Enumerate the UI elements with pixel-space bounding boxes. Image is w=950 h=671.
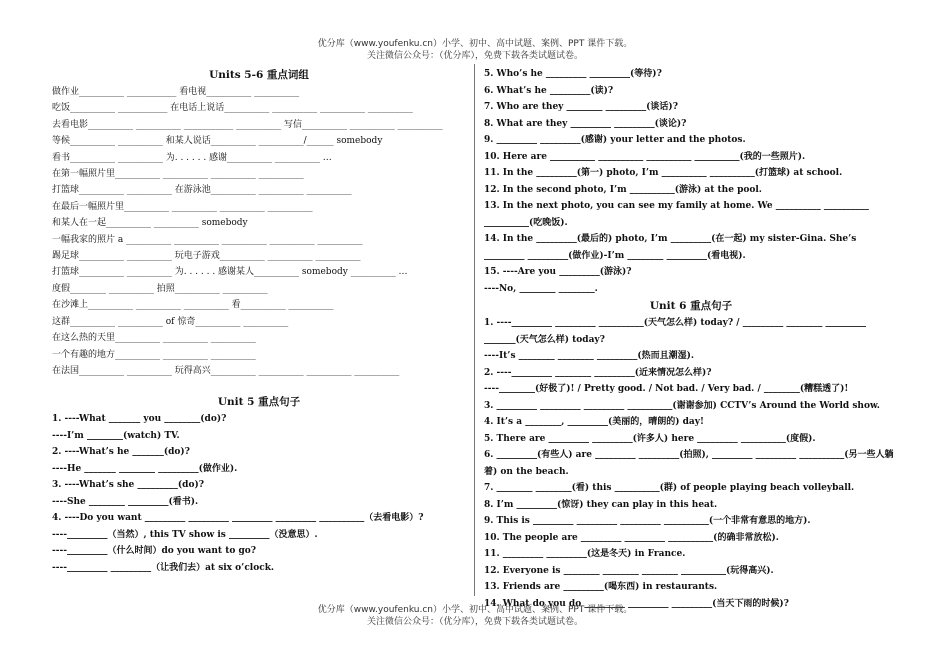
right-column <box>484 66 898 612</box>
sentence-line: 8. I’m _________(惊讶) they can play in this heat. <box>484 499 718 510</box>
vocab-line: 打篮球__________ __________ 为. . . . . . 感谢某人__________ somebody __________ … <box>52 267 408 278</box>
vocab-line: 一个有趣的地方__________ __________ __________ <box>52 349 256 360</box>
unit5-sentences <box>52 411 466 576</box>
sentence-line: ----It’s ________ ________ _________(热而且潮湿). <box>484 351 695 361</box>
vocab-list <box>52 84 466 379</box>
sentence-line: 2. ----_________ ________ _________(近来情况怎么样)? <box>484 367 712 378</box>
vocab-line: 和某人在一起__________ __________ somebody <box>52 218 248 229</box>
sentence-line: ----________(好极了)! / Pretty good. / Not bad. / Very bad. / ________(糟糕透了)! <box>484 384 849 394</box>
vocab-line: 在法国__________ __________ 玩得高兴__________ __________ __________ __________ <box>52 365 400 376</box>
sentence-line: 10. The people are _________ _________ __________(的确非常放松). <box>484 532 779 543</box>
sentence-line: ----_________ _________（让我们去）at six o’clock. <box>52 562 275 573</box>
vocab-title: Units 5-6 重点词组 <box>209 69 309 81</box>
sentence-line: 5. There are _________ _________(许多人) here _________ __________(度假). <box>484 433 816 444</box>
sentence-line: 13. Friends are _________(喝东西) in restaurants. <box>484 582 718 592</box>
sentence-line: 15. ----Are you _________(游泳)? <box>484 267 632 277</box>
vocab-line: 吃饭__________ ___________ 在电话上说话__________ __________ __________ __________ <box>52 103 413 114</box>
header-line-2: 关注微信公众号：（优分库），免费下载各类试题试卷。 <box>366 51 583 61</box>
sentence-line: 13. In the next photo, you can see my family at home. We __________ __________ __________(吃晚饭). <box>484 201 869 228</box>
sentence-line: 7. Who are they ________ _________(谈话)? <box>484 102 678 112</box>
unit6-title: Unit 6 重点句子 <box>649 300 733 312</box>
vocab-line: 这群__________ __________ of 惊奇__________ __________ <box>52 316 289 327</box>
sentence-line: 11. _________ _________(这是冬天) in France. <box>484 549 686 559</box>
sentence-line: 6. _________(有些人) are _________ _________(拍照), _________ _________ __________(另一些人躺着) on the beach. <box>484 450 894 477</box>
sentence-line: 2. ----What’s he _______(do)? <box>52 447 190 458</box>
sentence-line: 12. Everyone is ________ ________ ________ __________(玩得高兴). <box>484 565 774 576</box>
sentence-line: ----I’m ________(watch) TV. <box>52 430 180 441</box>
sentence-line: 3. _________ _________ _________ __________(谢谢参加) CCTV’s Around the World show. <box>484 400 880 411</box>
vocab-line: 度假________ __________ 拍照__________ __________ <box>52 283 268 294</box>
sentence-line: 9. _________ _________(感谢) your letter and the photos. <box>484 135 746 145</box>
unit6-sentences <box>484 315 898 612</box>
footer-line-2: 关注微信公众号：（优分库），免费下载各类试题试卷。 <box>366 617 583 627</box>
sentence-line: 4. It’s a ________, _________(美丽的，晴朗的) day! <box>484 417 704 427</box>
sentence-line: 5. Who’s he _________ _________(等待)? <box>484 69 662 79</box>
vocab-line: 等候__________ __________ 和某人说话__________ __________/______ somebody <box>52 136 383 147</box>
sentence-line: ----He _______ ________ _________(做作业). <box>52 463 238 474</box>
page-footer <box>0 604 950 628</box>
vocab-line: 在沙滩上__________ __________ __________ 看__________ __________ <box>52 300 334 311</box>
sentence-line: 12. In the second photo, I’m __________(游泳) at the pool. <box>484 184 762 195</box>
sentence-line: ----She ________ _________(看书). <box>52 496 199 507</box>
sentence-line: 1. ----_________ _________ __________(天气怎么样) today? / _________ ________ _________ _______(天气怎么样) today? <box>484 318 866 345</box>
sentence-line: ----No, ________ ________. <box>484 283 598 294</box>
sentence-line: 6. What’s he _________(读)? <box>484 85 614 96</box>
sentence-line: 1. ----What _______ you ________(do)? <box>52 414 227 425</box>
sentence-line: 10. Here are __________ __________ __________ __________(我的一些照片). <box>484 151 806 162</box>
vocab-line: 打篮球__________ __________ 在游泳池__________ __________ __________ <box>52 185 352 196</box>
vocab-line: 一幅我家的照片 a __________ __________ __________ __________ __________ <box>52 234 363 245</box>
unit5-title: Unit 5 重点句子 <box>217 396 301 409</box>
vocab-line: 做作业__________ ___________ 看电视__________ __________ <box>52 87 300 97</box>
vocab-line: 在第一幅照片里__________ __________ __________ __________ <box>52 169 304 180</box>
sentence-line: 11. In the _________(第一) photo, I’m __________ __________(打篮球) at school. <box>484 168 843 178</box>
vocab-line: 在这么热的天里__________ __________ __________ <box>52 333 256 344</box>
sentence-line: ----_________（当然）, this TV show is _________（没意思）. <box>52 529 318 540</box>
sentence-line: 8. What are they _________ _________(谈论)? <box>484 118 687 129</box>
column-divider <box>474 64 475 596</box>
sentence-line: 9. This is _________ _________ _________ __________(一个非常有意思的地方). <box>484 516 811 526</box>
sentence-line: 4. ----Do you want _________ _________ _________ _________ __________（去看电影）? <box>52 513 424 524</box>
sentence-line: ----_________（什么时间）do you want to go? <box>52 546 257 557</box>
page-header <box>0 38 950 62</box>
vocab-line: 踢足球__________ __________ 玩电子游戏__________ __________ __________ <box>52 251 361 262</box>
sentence-line: 3. ----What’s she _________(do)? <box>52 480 205 491</box>
header-line-1: 优分库（www.youfenku.cn）小学、初中、高中试题、案例、PPT 课件下载。 <box>317 39 633 49</box>
sentence-line: 7. ________ ________(看) this __________(群) of people playing beach volleyball. <box>484 483 855 493</box>
unit5-sentences-continued <box>484 66 898 297</box>
vocab-line: 看书__________ __________ 为. . . . . . 感谢__________ __________ … <box>52 152 332 163</box>
left-column <box>52 66 466 576</box>
footer-line-1: 优分库（www.youfenku.cn）小学、初中、高中试题、案例、PPT 课件下载。 <box>317 605 633 615</box>
vocab-line: 去看电影__________ __________ ___________ __________ 写信__________ __________ __________ <box>52 119 443 130</box>
vocab-line: 在最后一幅照片里__________ __________ __________ __________ <box>52 201 313 212</box>
sentence-line: 14. In the _________(最后的) photo, I’m _________(在一起) my sister-Gina. She’s _________ _________(做作业)-I’m ________ _________(看电视). <box>484 234 857 261</box>
sentence-line: 14. What do you do _________ _________ _________(当天下雨的时候)? <box>484 598 789 609</box>
